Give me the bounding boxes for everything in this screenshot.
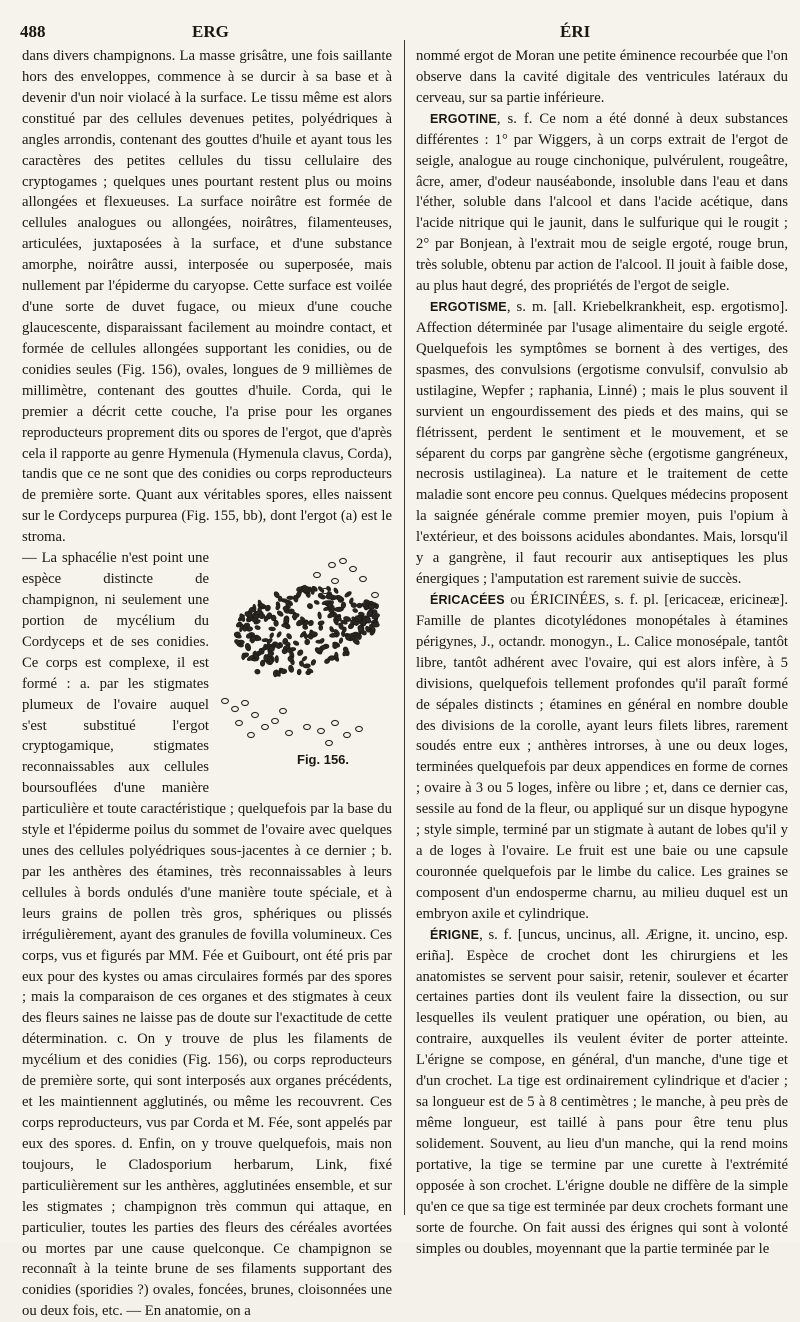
conidium-cluster-cell: [334, 652, 338, 659]
conidium-cluster-cell: [254, 625, 261, 630]
free-conidium: [236, 721, 243, 726]
free-conidium: [280, 709, 287, 714]
free-conidium: [360, 577, 367, 582]
entry-ergotine: [416, 109, 788, 297]
conidium-cluster-cell: [273, 670, 277, 677]
conidium-cluster-cell: [244, 623, 250, 627]
conidium-cluster-cell: [355, 635, 361, 638]
conidium-cluster-cell: [269, 646, 275, 653]
conidium-cluster-cell: [371, 622, 380, 627]
conidium-cluster-cell: [280, 669, 286, 674]
conidium-cluster-cell: [334, 607, 343, 612]
left-paragraph-1: dans divers champignons. La masse grisâtre, une fois saillante hors des enveloppes, commence à se durcir à sa base et à devenir d'un noir violacé à la surface. Le tissu même est alors constitué par des cellules devenues petites, polyédriques à angles arrondis, contenant des gouttes d'huile et ayant tous les caractères des petites cellules du tissu cellulaire des cryptogames ; quelques unes pourtant restent plus ou moins allongées et flexueuses. La surface noirâtre est formée de cellules analogues ou allongées, noirâtres, filamenteuses, articulées, juxtaposées à la surface, et d'une substance amorphe, noirâtre aussi, interposée ou superposée, mais nullement par l'épiderme du caryopse. Cette surface est voilée d'une sorte de duvet fugace, ou mieux d'une couche glaucescente, disparaissant facilement au moindre contact, et formée de cellules allongées supportant les conidies, ou de conidies seules (Fig. 156), ovales, longues de 9 millièmes de millimètre, contenant des gouttes d'huile. Corda, qui le premier a décrit cette couche, l'a prise pour les organes reproducteurs proprement dits ou spores de l'ergot, que d'après cela il rapporte au genre Hymenula (Hymenula clavus, Corda), tandis que ce ne sont que des conidies ou corps reproducteurs de première sorte. Quant aux véritables spores, elles naissent sur le Cordyceps purpurea (Fig. 155, bb), dont l'ergot (a) est le stroma.: [22, 48, 392, 546]
figure-156: [217, 551, 392, 777]
entry-ericacees: [416, 590, 788, 925]
conidium-cluster-cell: [287, 596, 294, 600]
conidium-cluster-cell: [326, 594, 334, 599]
conidium-cluster-cell: [303, 664, 311, 669]
free-conidium: [350, 567, 357, 572]
entry-body: ou ÉRICINÉES, s. f. pl. [ericaceæ, ericineæ]. Famille de plantes dicotylédones monopétales à étamines périgynes, J., octandr. monogyn., L. Calice monosépale, tantôt libre, tantôt adhérent avec l'ovaire, qui est alors infère, à 5 divisions, quelquefois tellement profondes qu'il paraît formé de sépales distincts ; étamines en général en nombre double des divisions de la corolle, ayant leurs filets libres, rarement soudés entre eux ; anthères introrses, à une ou deux loges, terminées quelquefois par deux appendices en forme de cornes ; ovaire à 3 ou 5 loges, infère ou libre ; et, dans ce dernier cas, sessile au fond de la fleur, ou appliqué sur un disque hypogyne ; style simple, terminé par un stigmate à autant de lobes qu'il y a de loges à l'ovaire. Le fruit est une baie ou une capsule couronnée quelquefois par le limbe du calice. Les graines se composent d'un endosperme charnu, au milieu duquel est un embryon axile et cylindrique.: [416, 591, 788, 922]
continuation-text: nommé ergot de Moran une petite éminence recourbée que l'on observe dans la cavité digitale des ventricules latéraux du cerveau, sur sa partie inférieure.: [416, 48, 788, 106]
entry-headword: ERGOTINE: [430, 111, 497, 126]
entry-headword: ERGOTISME: [430, 300, 507, 315]
left-paragraph-2: — La sphacélie n'est point une espèce distincte de champignon, ni seulement une portion de mycélium du Cordyceps et de ses conidies. Ce corps est complexe, il est formé : a. par les stigmates plumeux de l'ovaire auquel s'est substitué l'ergot cryptogamique, stigmates reconnaissables aux cellules boursouflées d'une manière particulière et toute caractéristique ; quelquefois par la base du style et l'épiderme poilus du sommet de l'ovaire avec quelques unes des cellules polyédriques sous-jacentes à ce dernier ; b. par les anthères des étamines, très reconnaissables à leurs cellules à bords ondulés d'une manière toute spéciale, et à leurs grains de pollen très gros, sphériques ou plissés irrégulièrement, ayant des granules de fovilla volumineux. Ces corps, vus et figurés par MM. Fée et Guibourt, ont été pris par eux pour des kystes ou amas circulaires formés par des spores ; mais la comparaison de ces organes et des stigmates à ceux des fleurs saines ne laisse pas de doute sur l'exactitude de cette détermination. c. On y trouve de plus les filaments de mycélium et des conidies (Fig. 156), ou corps reproducteurs de première sorte, qui sont interposés aux organes précédents, et les maintiennent agglutinés, ou même les recouvrent. Ces corps reproducteurs, vus par Corda et M. Fée, sont appelés par eux des spores. d. Enfin, on y trouve quelquefois, mais non toujours, le Cladosporium herbarum, Link, fixé particulièrement sur les anthères, agglutinées ensemble, et sur les stigmates ; champignon très commun qui attaque, en particulier, toutes les parties des fleurs des céréales avortées ou mortes par une cause quelconque. Ce champignon se reconnaît à la teinte brune de ses filaments supportant des conidies (sporidies ?) ovales, foncées, brunes, cloisonnées une ou deux fois, etc. — En anatomie, on a: [22, 550, 392, 1320]
conidium-cluster-cell: [339, 637, 344, 643]
running-head-left: ERG: [192, 22, 229, 41]
left-column: [22, 46, 392, 1322]
conidium-cluster-cell: [264, 654, 269, 662]
page-number: 488: [20, 22, 46, 41]
entry-ergotisme: [416, 297, 788, 590]
conidium-cluster-cell: [234, 632, 240, 637]
free-conidium: [242, 701, 249, 706]
right-column: [416, 46, 788, 1259]
conidium-cluster-cell: [350, 602, 357, 608]
conidium-cluster-cell: [306, 603, 314, 610]
conidium-cluster-cell: [333, 587, 339, 594]
free-conidium: [329, 563, 336, 568]
conidium-cluster-cell: [357, 603, 362, 608]
conidium-cluster-cell: [319, 645, 327, 651]
conidium-cluster-cell: [259, 613, 266, 619]
free-conidium: [326, 741, 333, 746]
conidium-cluster-cell: [269, 627, 276, 631]
free-conidium: [344, 733, 351, 738]
free-conidium: [286, 731, 293, 736]
conidium-cluster-cell: [310, 659, 316, 666]
conidium-cluster-cell: [278, 596, 282, 602]
entry-body: , s. f. Ce nom a été donné à deux substances différentes : 1° par Wiggers, à un corps extrait de l'ergot de seigle, analogue au rouge cinchonique, pulvérulent, rougeâtre, âcre, amer, d'odeur nauséabonde, insoluble dans l'eau et dans l'éther, soluble dans l'alcool et dans l'acide acétique, dans l'acide nitrique qui le jaunit, dans le sulfurique qui le rougit ; 2° par Bonjean, à l'extrait mou de seigle ergoté, rouge brun, très soluble, obtenu par action de l'alcool. Il jouit à faible dose, au plus haut degré, des propriétés de l'ergot de seigle.: [416, 110, 788, 295]
free-conidium: [314, 573, 321, 578]
conidium-cluster-cell: [352, 608, 358, 614]
free-conidium: [340, 559, 347, 564]
conidium-cluster-cell: [292, 640, 299, 647]
conidium-cluster-cell: [282, 623, 289, 627]
column-divider: [404, 40, 405, 1215]
conidium-cluster-cell: [276, 610, 284, 618]
free-conidium: [252, 713, 259, 718]
free-conidium: [356, 727, 363, 732]
entry-body: , s. m. [all. Kriebelkrankheit, esp. ergotismo]. Affection déterminée par l'usage alimentaire du seigle ergoté. Quelquefois les symptômes se bornent à des vertiges, des spasmes, des convulsions (ergotisme convulsif, convulsio ab ustilagine, Wepfer ; raphania, Linné) ; mais le plus souvent il survient un engourdissement des pieds et des mains, qui se flétrissent, perdent le sentiment et le mouvement, et se séparent du corps par gangrène sèche (ergotisme gangréneux, necrosis ustilaginea). La nature et le traitement de cette maladie sont encore peu connus. Quelques médecins proposent la saignée générale comme premier moyen, puis l'opium à l'extérieur, et des boissons acidules abondantes. Mais, lorsqu'il y a gangrène, il faut recourir aux antiseptiques les plus énergiques ; l'amputation est rarement suivie de succès.: [416, 299, 788, 588]
conidium-cluster-cell: [244, 643, 251, 652]
conidium-cluster-cell: [260, 646, 266, 653]
conidium-cluster-cell: [288, 665, 295, 673]
conidium-cluster-cell: [311, 588, 315, 595]
conidium-cluster-cell: [297, 669, 302, 675]
running-head-right: ÉRI: [560, 22, 591, 41]
free-conidium: [372, 593, 379, 598]
entry-erigne: [416, 925, 788, 1260]
conidium-cluster-cell: [344, 591, 352, 599]
free-conidium: [332, 579, 339, 584]
conidium-cluster-cell: [304, 639, 310, 645]
free-conidium: [318, 729, 325, 734]
conidium-cluster-cell: [317, 586, 324, 594]
entry-headword: ÉRICACÉES: [430, 592, 505, 607]
conidium-cluster-cell: [276, 631, 282, 638]
conidia-illustration: [217, 551, 392, 751]
conidium-cluster-cell: [368, 604, 375, 609]
conidium-cluster-cell: [241, 653, 246, 660]
free-conidium: [232, 707, 239, 712]
free-conidium: [248, 733, 255, 738]
free-conidium: [222, 699, 229, 704]
conidium-cluster-cell: [275, 656, 278, 663]
conidium-cluster-cell: [313, 600, 319, 606]
entry-headword: ÉRIGNE: [430, 927, 480, 942]
entry-body: , s. f. [uncus, uncinus, all. Ærigne, it. uncino, esp. eriña]. Espèce de crochet dont les chirurgiens et les anatomistes se servent pour saisir, retenir, soulever et écarter certaines parties dont ils veulent faire la dissection, ou sur lesquelles ils veulent pratiquer une opération, ou bien, au contraire, auxquelles ils veulent éviter de porter atteinte. L'érigne se compose, en général, d'un manche, d'une tige et d'un crochet. La tige est ordinairement cylindrique et d'acier ; sa longueur est de 5 à 8 centimètres ; le manche, à peu près de même longueur, est taillé à pans pour être tenu plus solidement. Souvent, au lieu d'un manche, qui la rend moins portative, la tige se termine par une curette à l'extrémité opposée à son crochet. L'érigne double ne diffère de la simple qu'en ce que sa tige est terminée par deux crochets formant une sorte de fourche. On fait aussi des érignes qui sont à volonté simples ou doubles, moyennant que la partie terminée par le: [416, 926, 788, 1257]
conidium-cluster-cell: [254, 669, 260, 675]
conidium-cluster-cell: [319, 625, 323, 631]
free-conidium: [262, 725, 269, 730]
figure-caption: Fig. 156.: [297, 752, 350, 768]
conidium-cluster-cell: [317, 612, 321, 620]
free-conidium: [332, 721, 339, 726]
conidium-cluster-cell: [296, 649, 304, 657]
free-conidium: [272, 719, 279, 724]
conidium-cluster-cell: [269, 632, 274, 638]
free-conidium: [304, 725, 311, 730]
